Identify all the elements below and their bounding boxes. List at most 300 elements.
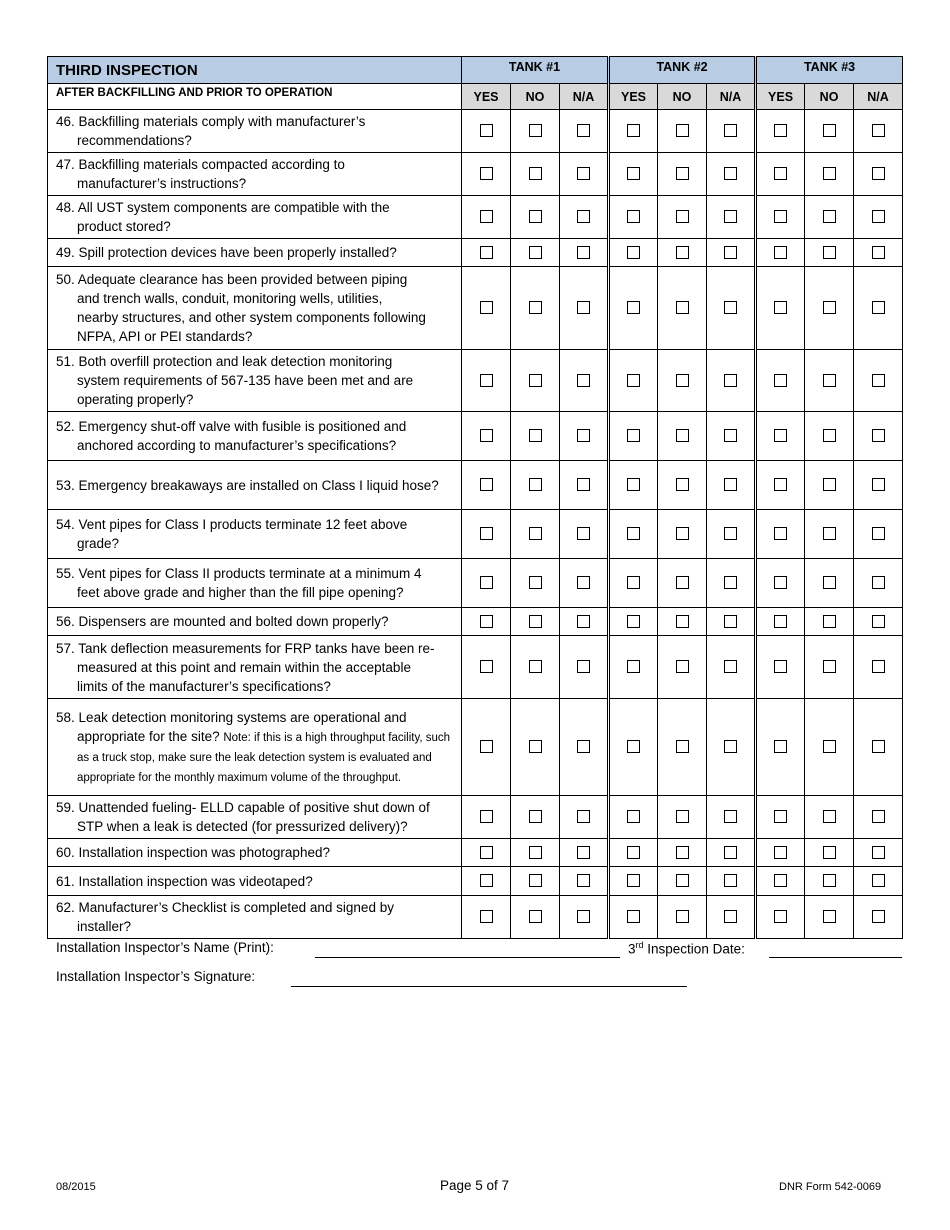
question-row	[48, 239, 903, 267]
tank-2-no-checkbox[interactable]	[676, 740, 689, 753]
tank-1-no-checkbox[interactable]	[529, 167, 542, 180]
checkbox-cell	[658, 350, 707, 412]
question-text	[48, 796, 462, 839]
checkbox-cell	[658, 196, 707, 239]
checkbox-cell	[854, 153, 903, 196]
tank-3-no-checkbox[interactable]	[823, 576, 836, 589]
checkbox-cell	[756, 110, 805, 153]
option-na: N/A	[560, 84, 609, 110]
checkbox-cell	[609, 608, 658, 636]
tank-2-yes-checkbox[interactable]	[627, 910, 640, 923]
tank-1-no-checkbox[interactable]	[529, 527, 542, 540]
tank-1-yes-checkbox[interactable]	[480, 429, 493, 442]
checkbox-cell	[707, 412, 756, 461]
checkbox-cell	[756, 239, 805, 267]
tank-2-yes-checkbox[interactable]	[627, 874, 640, 887]
checkbox-cell	[462, 412, 511, 461]
tank-1-yes-checkbox[interactable]	[480, 846, 493, 859]
tank-1-na-checkbox[interactable]	[577, 810, 590, 823]
tank-2-no-checkbox[interactable]	[676, 246, 689, 259]
checkbox-cell	[756, 608, 805, 636]
question-line: appropriate for the site?	[77, 728, 220, 744]
tank-2-header: TANK #2	[609, 57, 756, 84]
tank-3-yes-checkbox[interactable]	[774, 846, 787, 859]
question-number: 55.	[56, 566, 75, 581]
checkbox-cell	[756, 867, 805, 896]
tank-1-yes-checkbox[interactable]	[480, 527, 493, 540]
tank-2-no-checkbox[interactable]	[676, 527, 689, 540]
tank-2-no-checkbox[interactable]	[676, 429, 689, 442]
tank-1-na-checkbox[interactable]	[577, 301, 590, 314]
checkbox-cell	[805, 636, 854, 699]
tank-1-na-checkbox[interactable]	[577, 124, 590, 137]
question-row	[48, 412, 903, 461]
checkbox-cell	[609, 110, 658, 153]
tank-3-no-checkbox[interactable]	[823, 660, 836, 673]
checkbox-cell	[462, 110, 511, 153]
tank-1-na-checkbox[interactable]	[577, 167, 590, 180]
question-number: 61.	[56, 873, 75, 889]
tank-1-yes-checkbox[interactable]	[480, 740, 493, 753]
inspector-name-field[interactable]	[315, 957, 620, 958]
tank-2-yes-checkbox[interactable]	[627, 246, 640, 259]
tank-2-no-checkbox[interactable]	[676, 167, 689, 180]
tank-3-yes-checkbox[interactable]	[774, 874, 787, 887]
tank-1-no-checkbox[interactable]	[529, 374, 542, 387]
tank-2-no-checkbox[interactable]	[676, 210, 689, 223]
tank-2-na-checkbox[interactable]	[724, 576, 737, 589]
tank-1-na-checkbox[interactable]	[577, 660, 590, 673]
checkbox-cell	[658, 110, 707, 153]
tank-2-yes-checkbox[interactable]	[627, 301, 640, 314]
checkbox-cell	[609, 196, 658, 239]
tank-1-yes-checkbox[interactable]	[480, 615, 493, 628]
checkbox-cell	[560, 839, 609, 867]
question-row	[48, 461, 903, 510]
checkbox-cell	[560, 867, 609, 896]
tank-1-yes-checkbox[interactable]	[480, 478, 493, 491]
checkbox-cell	[511, 196, 560, 239]
question-first-line: Backfilling materials compacted according to	[78, 157, 345, 172]
tank-2-no-checkbox[interactable]	[676, 301, 689, 314]
inspector-signature-field[interactable]	[291, 986, 687, 987]
checkbox-cell	[560, 412, 609, 461]
tank-1-no-checkbox[interactable]	[529, 846, 542, 859]
tank-3-na-checkbox[interactable]	[872, 810, 885, 823]
tank-2-yes-checkbox[interactable]	[627, 167, 640, 180]
tank-1-na-checkbox[interactable]	[577, 374, 590, 387]
tank-3-no-checkbox[interactable]	[823, 615, 836, 628]
tank-3-yes-checkbox[interactable]	[774, 740, 787, 753]
checkbox-cell	[707, 110, 756, 153]
checkbox-cell	[609, 267, 658, 350]
option-no: NO	[805, 84, 854, 110]
checkbox-cell	[511, 461, 560, 510]
tank-2-na-checkbox[interactable]	[724, 167, 737, 180]
checkbox-cell	[609, 412, 658, 461]
question-first-line: All UST system components are compatible with the	[77, 200, 390, 215]
tank-2-no-checkbox[interactable]	[676, 874, 689, 887]
question-text	[48, 636, 462, 699]
tank-1-na-checkbox[interactable]	[577, 429, 590, 442]
tank-2-na-checkbox[interactable]	[724, 527, 737, 540]
checkbox-cell	[560, 110, 609, 153]
tank-1-no-checkbox[interactable]	[529, 429, 542, 442]
checkbox-cell	[756, 559, 805, 608]
tank-1-yes-checkbox[interactable]	[480, 246, 493, 259]
tank-1-yes-checkbox[interactable]	[480, 576, 493, 589]
tank-3-no-checkbox[interactable]	[823, 527, 836, 540]
option-yes: YES	[756, 84, 805, 110]
checkbox-cell	[854, 196, 903, 239]
tank-1-no-checkbox[interactable]	[529, 246, 542, 259]
tank-3-na-checkbox[interactable]	[872, 124, 885, 137]
tank-3-no-checkbox[interactable]	[823, 246, 836, 259]
question-first-line: Vent pipes for Class I products terminate 12 feet above	[78, 517, 408, 532]
tank-1-na-checkbox[interactable]	[577, 615, 590, 628]
tank-2-yes-checkbox[interactable]	[627, 478, 640, 491]
checkbox-cell	[560, 796, 609, 839]
tank-3-no-checkbox[interactable]	[823, 374, 836, 387]
checkbox-cell	[658, 153, 707, 196]
checkbox-cell	[609, 636, 658, 699]
tank-3-yes-checkbox[interactable]	[774, 527, 787, 540]
tank-3-yes-checkbox[interactable]	[774, 810, 787, 823]
tank-2-na-checkbox[interactable]	[724, 478, 737, 491]
checkbox-cell	[805, 896, 854, 939]
tank-1-na-checkbox[interactable]	[577, 874, 590, 887]
checkbox-cell	[756, 510, 805, 559]
checkbox-cell	[511, 239, 560, 267]
tank-3-na-checkbox[interactable]	[872, 246, 885, 259]
checkbox-cell	[658, 636, 707, 699]
tank-1-yes-checkbox[interactable]	[480, 374, 493, 387]
checkbox-cell	[707, 196, 756, 239]
tank-1-na-checkbox[interactable]	[577, 246, 590, 259]
checkbox-cell	[707, 510, 756, 559]
tank-2-yes-checkbox[interactable]	[627, 810, 640, 823]
tank-2-yes-checkbox[interactable]	[627, 527, 640, 540]
checkbox-cell	[462, 559, 511, 608]
question-first-line: Spill protection devices have been properly installed?	[78, 245, 397, 260]
question-row	[48, 267, 903, 350]
checkbox-cell	[756, 196, 805, 239]
tank-3-yes-checkbox[interactable]	[774, 210, 787, 223]
tank-3-na-checkbox[interactable]	[872, 910, 885, 923]
tank-3-yes-checkbox[interactable]	[774, 301, 787, 314]
tank-1-no-checkbox[interactable]	[529, 810, 542, 823]
checkbox-cell	[707, 559, 756, 608]
tank-3-yes-checkbox[interactable]	[774, 478, 787, 491]
checkbox-cell	[462, 350, 511, 412]
tank-3-no-checkbox[interactable]	[823, 124, 836, 137]
tank-3-yes-checkbox[interactable]	[774, 910, 787, 923]
checkbox-cell	[658, 867, 707, 896]
question-row	[48, 796, 903, 839]
option-na: N/A	[854, 84, 903, 110]
tank-1-na-checkbox[interactable]	[577, 740, 590, 753]
question-line: limits of the manufacturer’s specifications?	[77, 678, 331, 694]
tank-2-no-checkbox[interactable]	[676, 846, 689, 859]
tank-3-no-checkbox[interactable]	[823, 210, 836, 223]
tank-3-no-checkbox[interactable]	[823, 874, 836, 887]
tank-2-na-checkbox[interactable]	[724, 910, 737, 923]
tank-1-no-checkbox[interactable]	[529, 478, 542, 491]
tank-1-no-checkbox[interactable]	[529, 910, 542, 923]
checkbox-cell	[511, 699, 560, 796]
question-row	[48, 350, 903, 412]
tank-1-header: TANK #1	[462, 57, 609, 84]
checkbox-cell	[462, 867, 511, 896]
tank-2-yes-checkbox[interactable]	[627, 740, 640, 753]
tank-2-na-checkbox[interactable]	[724, 660, 737, 673]
tank-3-yes-checkbox[interactable]	[774, 167, 787, 180]
checkbox-cell	[756, 461, 805, 510]
tank-1-na-checkbox[interactable]	[577, 478, 590, 491]
checkbox-cell	[707, 608, 756, 636]
tank-1-no-checkbox[interactable]	[529, 874, 542, 887]
checkbox-cell	[511, 796, 560, 839]
checkbox-cell	[658, 839, 707, 867]
checkbox-cell	[609, 461, 658, 510]
tank-1-na-checkbox[interactable]	[577, 527, 590, 540]
tank-3-yes-checkbox[interactable]	[774, 615, 787, 628]
tank-2-yes-checkbox[interactable]	[627, 429, 640, 442]
tank-2-no-checkbox[interactable]	[676, 576, 689, 589]
tank-2-na-checkbox[interactable]	[724, 740, 737, 753]
tank-1-na-checkbox[interactable]	[577, 576, 590, 589]
tank-3-no-checkbox[interactable]	[823, 910, 836, 923]
tank-1-no-checkbox[interactable]	[529, 615, 542, 628]
question-line: feet above grade and higher than the fill pipe opening?	[77, 585, 404, 600]
question-first-line: Adequate clearance has been provided between piping	[77, 272, 408, 287]
tank-1-yes-checkbox[interactable]	[480, 167, 493, 180]
checkbox-cell	[658, 510, 707, 559]
checkbox-cell	[854, 896, 903, 939]
question-first-line: Installation inspection was photographed?	[78, 845, 330, 860]
question-number: 58.	[56, 709, 75, 725]
tank-2-no-checkbox[interactable]	[676, 810, 689, 823]
checkbox-cell	[462, 608, 511, 636]
tank-3-yes-checkbox[interactable]	[774, 429, 787, 442]
checkbox-cell	[609, 699, 658, 796]
tank-3-na-checkbox[interactable]	[872, 301, 885, 314]
tank-1-yes-checkbox[interactable]	[480, 874, 493, 887]
checkbox-cell	[462, 699, 511, 796]
checkbox-cell	[511, 412, 560, 461]
tank-3-yes-checkbox[interactable]	[774, 374, 787, 387]
question-text	[48, 461, 462, 510]
question-line: and trench walls, conduit, monitoring wells, utilities,	[77, 291, 383, 306]
tank-2-yes-checkbox[interactable]	[627, 615, 640, 628]
checkbox-cell	[854, 510, 903, 559]
inspector-signature-label: Installation Inspector’s Signature:	[56, 969, 256, 984]
tank-2-yes-checkbox[interactable]	[627, 846, 640, 859]
tank-1-na-checkbox[interactable]	[577, 210, 590, 223]
tank-1-no-checkbox[interactable]	[529, 210, 542, 223]
subheader-row	[48, 84, 903, 110]
checkbox-cell	[462, 196, 511, 239]
tank-1-yes-checkbox[interactable]	[480, 660, 493, 673]
checkbox-cell	[560, 350, 609, 412]
tank-3-na-checkbox[interactable]	[872, 527, 885, 540]
checkbox-cell	[658, 699, 707, 796]
tank-1-yes-checkbox[interactable]	[480, 810, 493, 823]
question-text	[48, 867, 462, 896]
tank-1-yes-checkbox[interactable]	[480, 301, 493, 314]
tank-2-yes-checkbox[interactable]	[627, 660, 640, 673]
tank-2-na-checkbox[interactable]	[724, 615, 737, 628]
tank-3-no-checkbox[interactable]	[823, 478, 836, 491]
tank-2-yes-checkbox[interactable]	[627, 576, 640, 589]
checkbox-cell	[756, 699, 805, 796]
checkbox-cell	[609, 350, 658, 412]
tank-2-yes-checkbox[interactable]	[627, 374, 640, 387]
question-line: operating properly?	[77, 392, 194, 407]
inspection-date-field[interactable]	[769, 957, 902, 958]
tank-2-no-checkbox[interactable]	[676, 124, 689, 137]
checkbox-cell	[707, 636, 756, 699]
tank-3-na-checkbox[interactable]	[872, 429, 885, 442]
tank-3-na-checkbox[interactable]	[872, 167, 885, 180]
checkbox-cell	[462, 153, 511, 196]
question-text	[48, 350, 462, 412]
tank-3-yes-checkbox[interactable]	[774, 124, 787, 137]
tank-2-na-checkbox[interactable]	[724, 301, 737, 314]
question-number: 57.	[56, 640, 75, 656]
checkbox-cell	[756, 267, 805, 350]
tank-2-no-checkbox[interactable]	[676, 910, 689, 923]
checkbox-cell	[609, 510, 658, 559]
checkbox-cell	[609, 896, 658, 939]
checkbox-cell	[756, 839, 805, 867]
tank-3-na-checkbox[interactable]	[872, 874, 885, 887]
tank-3-na-checkbox[interactable]	[872, 740, 885, 753]
question-row	[48, 559, 903, 608]
checkbox-cell	[707, 796, 756, 839]
tank-1-yes-checkbox[interactable]	[480, 910, 493, 923]
question-row	[48, 699, 903, 796]
checkbox-cell	[805, 350, 854, 412]
tank-1-no-checkbox[interactable]	[529, 660, 542, 673]
tank-1-na-checkbox[interactable]	[577, 846, 590, 859]
tank-2-na-checkbox[interactable]	[724, 124, 737, 137]
checkbox-cell	[511, 896, 560, 939]
tank-2-no-checkbox[interactable]	[676, 374, 689, 387]
page-number: Page 5 of 7	[440, 1178, 510, 1193]
tank-2-na-checkbox[interactable]	[724, 429, 737, 442]
tank-2-na-checkbox[interactable]	[724, 210, 737, 223]
checkbox-cell	[560, 510, 609, 559]
checkbox-cell	[854, 350, 903, 412]
checkbox-cell	[854, 796, 903, 839]
checkbox-cell	[462, 510, 511, 559]
question-number: 59.	[56, 800, 75, 815]
checkbox-cell	[609, 153, 658, 196]
tank-3-no-checkbox[interactable]	[823, 429, 836, 442]
checkbox-cell	[462, 636, 511, 699]
checkbox-cell	[658, 267, 707, 350]
question-text	[48, 412, 462, 461]
checkbox-cell	[609, 559, 658, 608]
tank-3-no-checkbox[interactable]	[823, 810, 836, 823]
checkbox-cell	[805, 559, 854, 608]
tank-2-na-checkbox[interactable]	[724, 846, 737, 859]
tank-3-no-checkbox[interactable]	[823, 301, 836, 314]
checkbox-cell	[805, 867, 854, 896]
tank-1-yes-checkbox[interactable]	[480, 210, 493, 223]
tank-2-no-checkbox[interactable]	[676, 478, 689, 491]
checkbox-cell	[511, 110, 560, 153]
inspection-date-label: 3rd Inspection Date:	[628, 940, 745, 957]
tank-1-no-checkbox[interactable]	[529, 740, 542, 753]
question-row	[48, 110, 903, 153]
form-date: 08/2015	[56, 1181, 96, 1193]
tank-2-no-checkbox[interactable]	[676, 615, 689, 628]
tank-3-no-checkbox[interactable]	[823, 167, 836, 180]
tank-3-yes-checkbox[interactable]	[774, 660, 787, 673]
tank-3-na-checkbox[interactable]	[872, 615, 885, 628]
option-yes: YES	[609, 84, 658, 110]
tank-2-na-checkbox[interactable]	[724, 246, 737, 259]
checkbox-cell	[560, 153, 609, 196]
checkbox-cell	[560, 636, 609, 699]
tank-2-na-checkbox[interactable]	[724, 374, 737, 387]
checkbox-cell	[854, 239, 903, 267]
tank-3-na-checkbox[interactable]	[872, 374, 885, 387]
question-text	[48, 839, 462, 867]
option-na: N/A	[707, 84, 756, 110]
tank-2-na-checkbox[interactable]	[724, 874, 737, 887]
checkbox-cell	[805, 796, 854, 839]
tank-1-na-checkbox[interactable]	[577, 910, 590, 923]
tank-3-no-checkbox[interactable]	[823, 846, 836, 859]
tank-3-na-checkbox[interactable]	[872, 660, 885, 673]
checkbox-cell	[560, 608, 609, 636]
tank-2-yes-checkbox[interactable]	[627, 124, 640, 137]
checkbox-cell	[560, 196, 609, 239]
checkbox-cell	[511, 350, 560, 412]
checkbox-cell	[756, 796, 805, 839]
question-row	[48, 608, 903, 636]
question-text	[48, 110, 462, 153]
tank-3-no-checkbox[interactable]	[823, 740, 836, 753]
checkbox-cell	[756, 412, 805, 461]
tank-1-no-checkbox[interactable]	[529, 124, 542, 137]
checkbox-cell	[462, 267, 511, 350]
question-number: 46.	[56, 114, 75, 129]
question-row	[48, 867, 903, 896]
tank-2-yes-checkbox[interactable]	[627, 210, 640, 223]
tank-2-no-checkbox[interactable]	[676, 660, 689, 673]
tank-2-na-checkbox[interactable]	[724, 810, 737, 823]
tank-1-no-checkbox[interactable]	[529, 576, 542, 589]
tank-3-yes-checkbox[interactable]	[774, 576, 787, 589]
option-no: NO	[511, 84, 560, 110]
tank-3-na-checkbox[interactable]	[872, 478, 885, 491]
checkbox-cell	[805, 239, 854, 267]
checkbox-cell	[805, 412, 854, 461]
tank-3-na-checkbox[interactable]	[872, 576, 885, 589]
tank-1-yes-checkbox[interactable]	[480, 124, 493, 137]
tank-3-na-checkbox[interactable]	[872, 210, 885, 223]
tank-1-no-checkbox[interactable]	[529, 301, 542, 314]
checkbox-cell	[756, 636, 805, 699]
tank-3-na-checkbox[interactable]	[872, 846, 885, 859]
tank-3-yes-checkbox[interactable]	[774, 246, 787, 259]
checkbox-cell	[854, 559, 903, 608]
form-number: DNR Form 542-0069	[779, 1181, 882, 1193]
